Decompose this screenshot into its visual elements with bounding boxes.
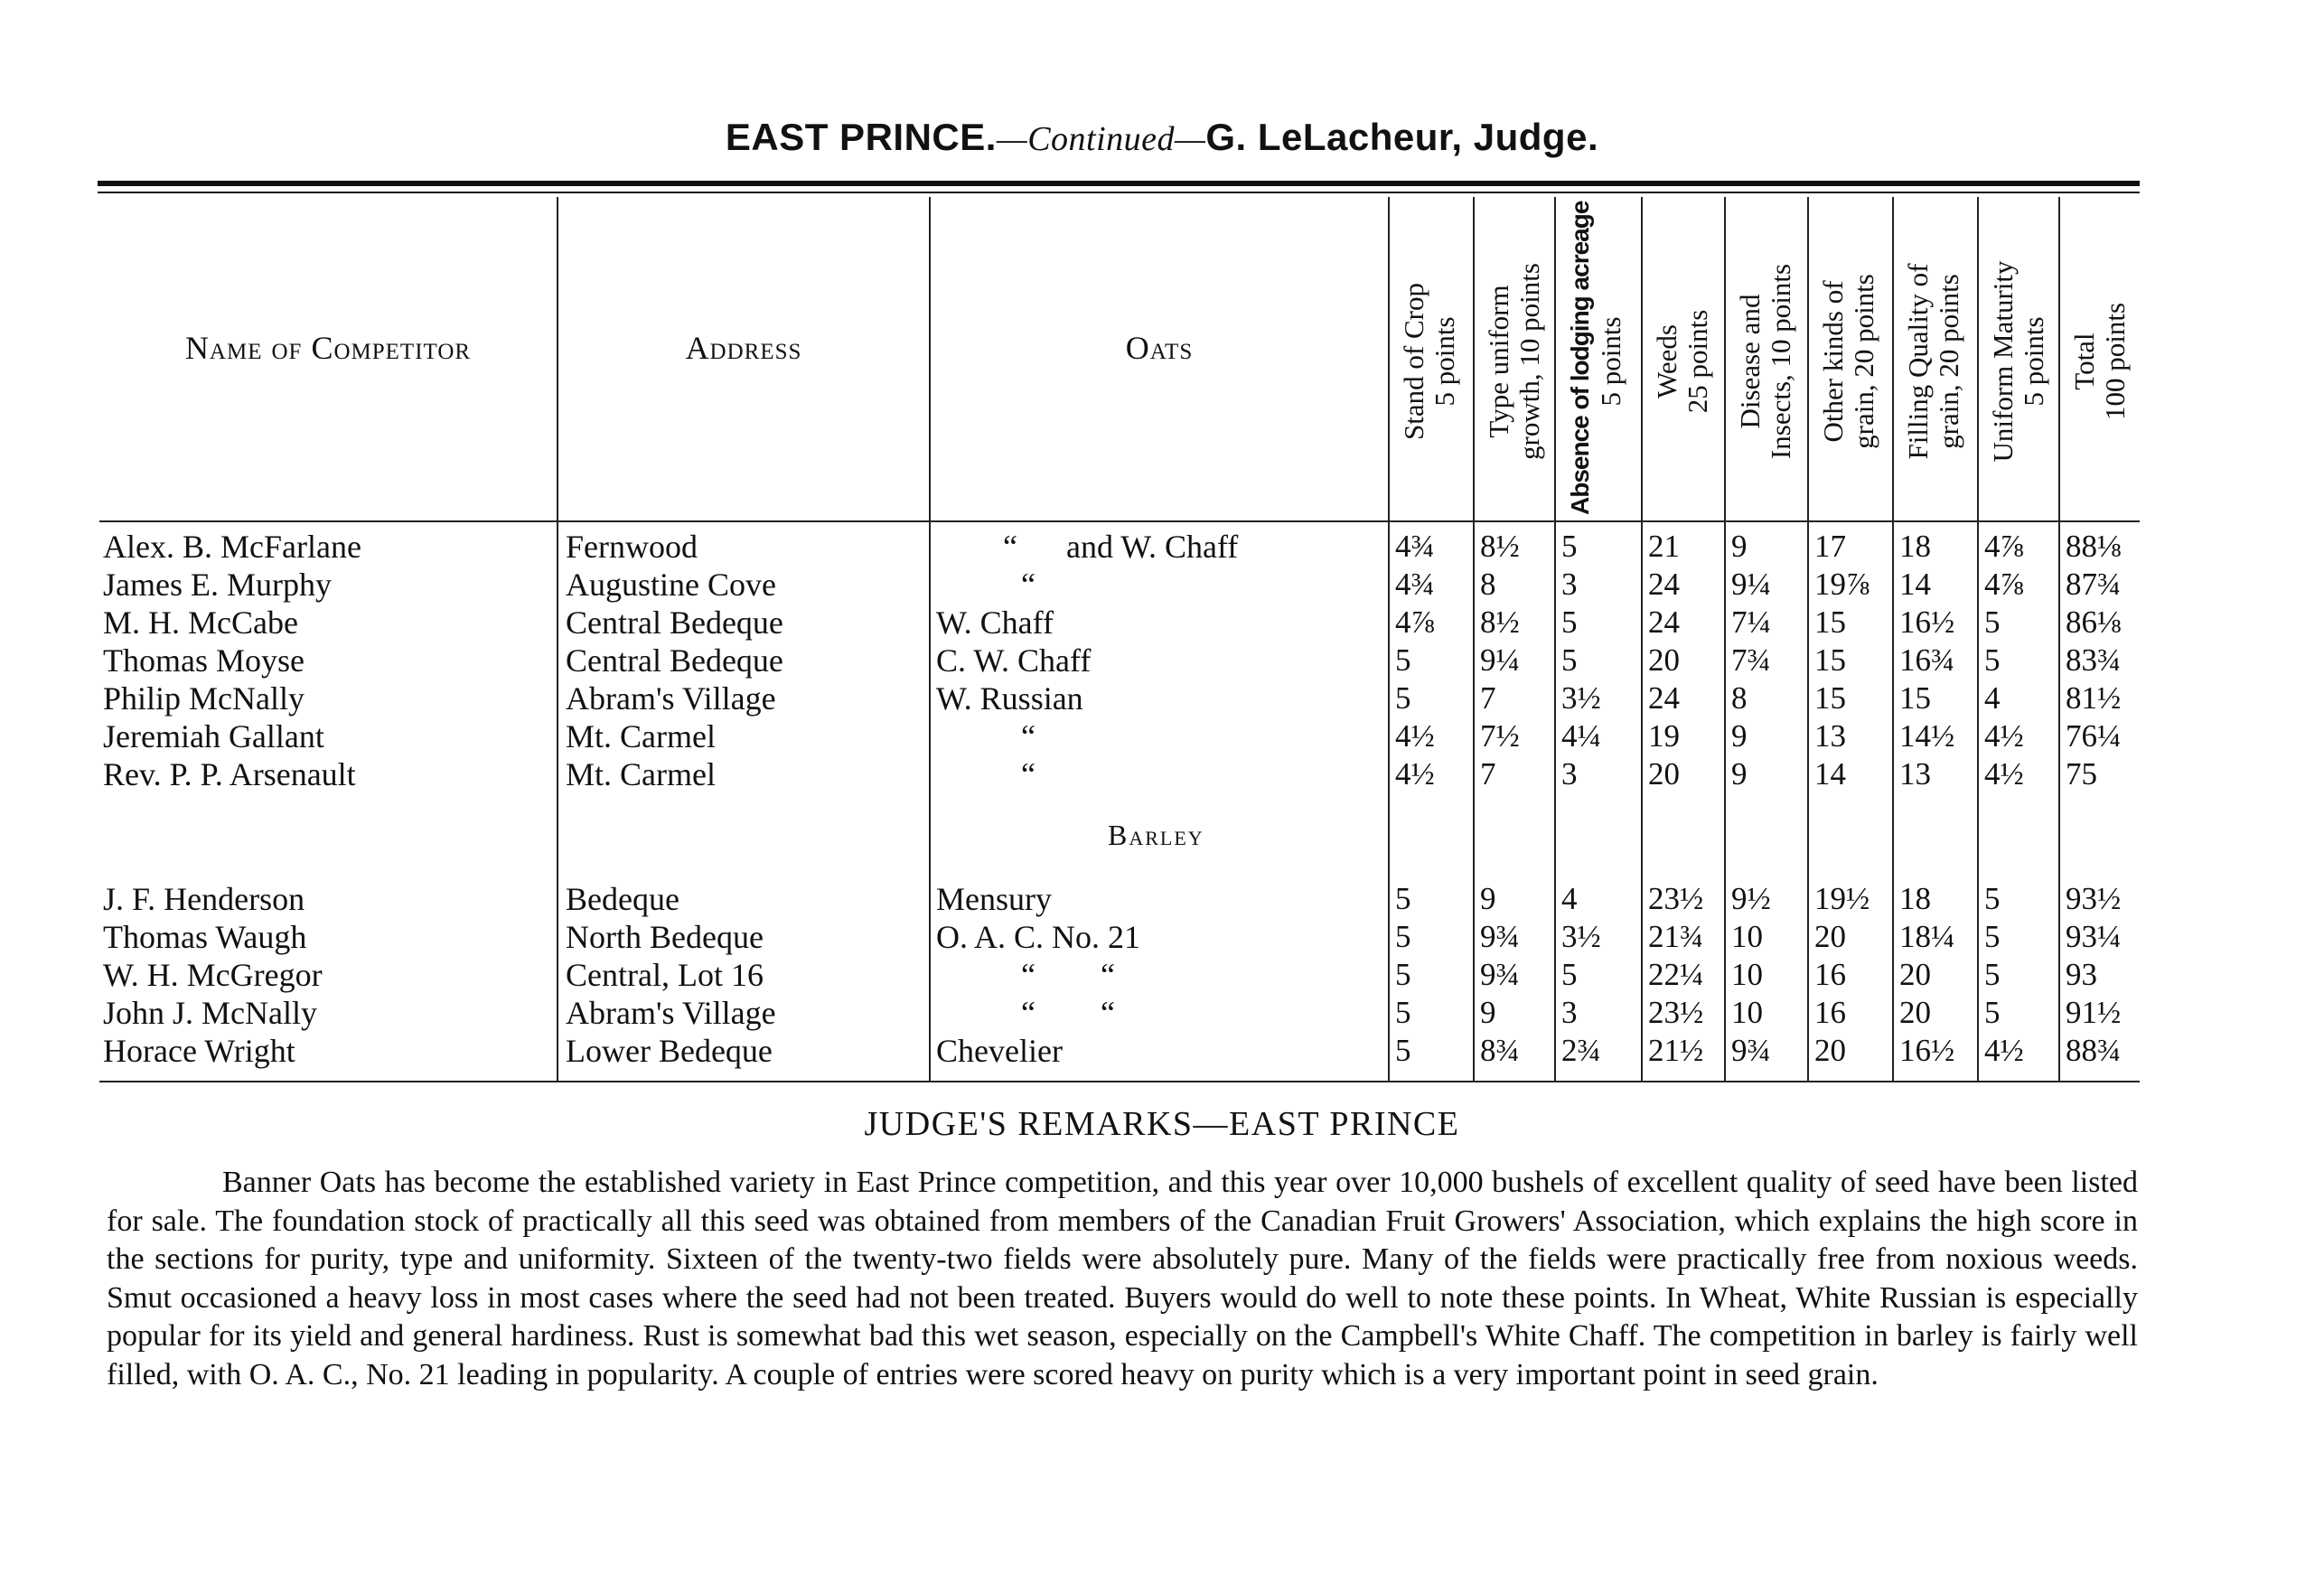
competitor-name: Thomas Moyse	[103, 642, 305, 679]
score-cell: 5	[1395, 995, 1411, 1030]
score-cell: 4¼	[1561, 718, 1601, 754]
column-divider	[1807, 197, 1809, 1082]
score-cell: 5	[1984, 881, 2001, 916]
score-cell: 24	[1648, 567, 1680, 602]
score-cell: 23½	[1648, 995, 1704, 1030]
score-cell: 10	[1731, 995, 1763, 1030]
grain-variety: “ and W. Chaff	[1003, 529, 1239, 565]
score-header	[1484, 208, 1545, 515]
column-divider	[1388, 197, 1390, 1082]
score-cell: 17	[1814, 529, 1846, 564]
competitor-address: Central Bedeque	[566, 604, 783, 641]
column-divider	[1724, 197, 1726, 1082]
competitor-name: M. H. McCabe	[103, 604, 298, 641]
score-cell: 9	[1480, 881, 1496, 916]
competitor-address: Mt. Carmel	[566, 718, 716, 754]
column-divider	[1641, 197, 1643, 1082]
score-cell: 15	[1814, 680, 1846, 716]
score-header-line: Weeds	[1651, 324, 1682, 398]
competitor-address: Bedeque	[566, 881, 679, 917]
header-rule-thin	[98, 192, 2140, 193]
score-cell: 14	[1814, 756, 1846, 792]
competitor-name: Thomas Waugh	[103, 919, 307, 955]
score-cell: 88⅛	[2066, 529, 2122, 564]
score-header	[1565, 201, 1626, 515]
score-cell: 5	[1395, 919, 1411, 954]
score-cell: 18	[1899, 529, 1931, 564]
score-cell: 8½	[1480, 604, 1520, 640]
score-header-line: Absence of lodging acreage	[1566, 201, 1594, 515]
score-cell: 8	[1731, 680, 1748, 716]
score-cell: 22¼	[1648, 957, 1704, 992]
score-cell: 3	[1561, 567, 1578, 602]
competitor-address: Mt. Carmel	[566, 756, 716, 792]
score-cell: 5	[1984, 957, 2001, 992]
score-cell: 9¼	[1731, 567, 1771, 602]
score-cell: 8¾	[1480, 1033, 1520, 1068]
column-divider	[1554, 197, 1556, 1082]
score-cell: 16¾	[1899, 642, 1955, 678]
grain-variety: W. Chaff	[936, 604, 1054, 641]
competitor-address: Augustine Cove	[566, 567, 776, 603]
score-cell: 15	[1814, 604, 1846, 640]
region-heading: EAST PRINCE.	[725, 116, 997, 158]
score-cell: 81½	[2066, 680, 2122, 716]
score-cell: 20	[1648, 756, 1680, 792]
score-cell: 4	[1561, 881, 1578, 916]
score-cell: 9	[1731, 718, 1748, 754]
score-cell: 21½	[1648, 1033, 1704, 1068]
score-cell: 75	[2066, 756, 2097, 792]
score-header-line: grain, 20 points	[1848, 274, 1879, 449]
competitor-address: Central, Lot 16	[566, 957, 764, 993]
score-header-line: Insects, 10 points	[1765, 263, 1796, 460]
competitor-address: Abram's Village	[566, 680, 776, 717]
score-cell: 18¼	[1899, 919, 1955, 954]
score-cell: 87¾	[2066, 567, 2122, 602]
remarks-body	[107, 1164, 2138, 1394]
score-header	[1399, 208, 1460, 515]
score-cell: 91½	[2066, 995, 2122, 1030]
score-cell: 7¼	[1731, 604, 1771, 640]
score-cell: 16	[1814, 995, 1846, 1030]
header-name-of-competitor: Name of Competitor	[184, 330, 472, 366]
competitor-address: Central Bedeque	[566, 642, 783, 679]
header-oats: Oats	[1125, 330, 1194, 366]
score-cell: 9¾	[1480, 957, 1520, 992]
score-cell: 21¾	[1648, 919, 1704, 954]
score-cell: 24	[1648, 604, 1680, 640]
grain-variety: “	[1021, 567, 1035, 603]
score-cell: 5	[1984, 995, 2001, 1030]
score-cell: 20	[1899, 995, 1931, 1030]
score-header-line: grain, 20 points	[1933, 274, 1964, 449]
score-header-line: Other kinds of	[1817, 280, 1849, 443]
score-cell: 3	[1561, 756, 1578, 792]
score-cell: 5	[1984, 604, 2001, 640]
score-cell: 9¼	[1480, 642, 1520, 678]
score-cell: 5	[1395, 642, 1411, 678]
score-cell: 23½	[1648, 881, 1704, 916]
score-cell: 4⅞	[1984, 567, 2024, 602]
score-header-line: 100 points	[2099, 302, 2131, 421]
grain-variety: O. A. C. No. 21	[936, 919, 1141, 955]
score-cell: 5	[1561, 529, 1578, 564]
score-header	[1818, 208, 1879, 515]
score-cell: 86⅛	[2066, 604, 2122, 640]
score-header-line: Stand of Crop	[1398, 283, 1429, 440]
score-cell: 15	[1899, 680, 1931, 716]
score-cell: 4⅞	[1395, 604, 1435, 640]
score-cell: 18	[1899, 881, 1931, 916]
header-address: Address	[685, 330, 802, 366]
score-cell: 5	[1984, 642, 2001, 678]
score-cell: 13	[1814, 718, 1846, 754]
score-cell: 14½	[1899, 718, 1955, 754]
competitor-name: Horace Wright	[103, 1033, 295, 1069]
score-cell: 21	[1648, 529, 1680, 564]
score-cell: 3	[1561, 995, 1578, 1030]
competitor-name: Rev. P. P. Arsenault	[103, 756, 356, 792]
score-cell: 93	[2066, 957, 2097, 992]
score-header-line: 5 points	[1429, 316, 1460, 407]
competitor-name: J. F. Henderson	[103, 881, 305, 917]
score-cell: 4¾	[1395, 529, 1435, 564]
score-header-line: 5 points	[1595, 316, 1626, 407]
score-cell: 5	[1395, 680, 1411, 716]
score-cell: 3½	[1561, 919, 1601, 954]
score-cell: 4	[1984, 680, 2001, 716]
column-divider	[1473, 197, 1475, 1082]
competitor-name: Philip McNally	[103, 680, 305, 717]
grain-variety: “ “	[1021, 957, 1115, 993]
score-header-line: Total	[2068, 333, 2100, 390]
score-cell: 8½	[1480, 529, 1520, 564]
score-cell: 93¼	[2066, 919, 2122, 954]
score-cell: 4¾	[1395, 567, 1435, 602]
column-divider	[1892, 197, 1894, 1082]
competitor-address: Fernwood	[566, 529, 698, 565]
header-bottom-rule	[99, 520, 2140, 522]
score-cell: 9¾	[1731, 1033, 1771, 1068]
score-cell: 4½	[1984, 718, 2024, 754]
score-header	[1988, 208, 2049, 515]
competitor-name: W. H. McGregor	[103, 957, 323, 993]
score-cell: 7¾	[1731, 642, 1771, 678]
score-cell: 16½	[1899, 1033, 1955, 1068]
judge-name: G. LeLacheur, Judge.	[1205, 116, 1599, 158]
score-cell: 88¾	[2066, 1033, 2122, 1068]
score-cell: 2¾	[1561, 1033, 1601, 1068]
score-cell: 5	[1561, 604, 1578, 640]
column-divider	[2058, 197, 2060, 1082]
score-cell: 16½	[1899, 604, 1955, 640]
competitor-name: Jeremiah Gallant	[103, 718, 324, 754]
score-cell: 20	[1648, 642, 1680, 678]
score-cell: 14	[1899, 567, 1931, 602]
score-header-line: Disease and	[1734, 294, 1766, 429]
score-cell: 3½	[1561, 680, 1601, 716]
score-cell: 20	[1899, 957, 1931, 992]
grain-variety: W. Russian	[936, 680, 1083, 717]
score-cell: 19	[1648, 718, 1680, 754]
grain-variety: “	[1021, 718, 1035, 754]
score-cell: 5	[1561, 642, 1578, 678]
grain-variety: “	[1021, 756, 1035, 792]
score-cell: 5	[1561, 957, 1578, 992]
score-cell: 4⅞	[1984, 529, 2024, 564]
score-cell: 7½	[1480, 718, 1520, 754]
competitor-name: James E. Murphy	[103, 567, 332, 603]
score-cell: 9	[1480, 995, 1496, 1030]
competitor-address: Abram's Village	[566, 995, 776, 1031]
score-cell: 4½	[1984, 1033, 2024, 1068]
competitor-name: Alex. B. McFarlane	[103, 529, 361, 565]
table-bottom-rule	[99, 1081, 2140, 1082]
score-cell: 93½	[2066, 881, 2122, 916]
grain-variety: C. W. Chaff	[936, 642, 1092, 679]
score-cell: 20	[1814, 919, 1846, 954]
score-cell: 9	[1731, 529, 1748, 564]
score-cell: 19⅞	[1814, 567, 1870, 602]
score-cell: 15	[1814, 642, 1846, 678]
score-cell: 83¾	[2066, 642, 2122, 678]
competitor-address: Lower Bedeque	[566, 1033, 773, 1069]
column-divider	[1977, 197, 1979, 1082]
score-cell: 20	[1814, 1033, 1846, 1068]
remarks-heading: JUDGE'S REMARKS—EAST PRINCE	[864, 1105, 1460, 1143]
score-header-line: Filling Quality of	[1902, 263, 1934, 460]
score-header	[2069, 208, 2131, 515]
score-cell: 16	[1814, 957, 1846, 992]
grain-variety: Mensury	[936, 881, 1052, 917]
competitor-address: North Bedeque	[566, 919, 764, 955]
page-title	[0, 116, 2324, 159]
score-cell: 8	[1480, 567, 1496, 602]
score-cell: 24	[1648, 680, 1680, 716]
remarks-paragraph: Banner Oats has become the established variety in East Prince competition, and this year over 10,000 bushels of excellent quality of seed have been listed for sale. The foundation stock of practically all this seed was obtained from members of the Canadian Fruit Growers' Association, which explains the high score in the sections for purity, type and uniformity. Sixteen of the twenty-two fields were absolutely pure. Many of the fields were practically free from noxious weeds. Smut occasioned a heavy loss in most cases where the seed had not been treated. Buyers would do well to note these points. In Wheat, White Russian is especially popular for its yield and general hardiness. Rust is somewhat bad this wet season, especially on the Campbell's White Chaff. The competition in barley is fairly well filled, with O. A. C., No. 21 leading in popularity. A couple of entries were scored heavy on purity which is a very important point in seed grain.	[107, 1166, 2138, 1391]
score-header	[1652, 208, 1713, 515]
score-cell: 19½	[1814, 881, 1870, 916]
score-cell: 4½	[1984, 756, 2024, 792]
score-cell: 9	[1731, 756, 1748, 792]
score-cell: 5	[1395, 1033, 1411, 1068]
competitor-name: John J. McNally	[103, 995, 317, 1031]
score-cell: 4½	[1395, 718, 1435, 754]
score-header-line: Type uniform	[1483, 285, 1514, 438]
score-header-line: Uniform Maturity	[1987, 260, 2019, 463]
score-header-line: 5 points	[2018, 316, 2049, 407]
score-cell: 10	[1731, 919, 1763, 954]
score-cell: 13	[1899, 756, 1931, 792]
score-header	[1735, 208, 1796, 515]
score-cell: 7	[1480, 756, 1496, 792]
score-cell: 4½	[1395, 756, 1435, 792]
header-rule-thick	[98, 181, 2140, 186]
score-cell: 5	[1395, 957, 1411, 992]
score-header-line: growth, 10 points	[1513, 263, 1545, 460]
score-cell: 10	[1731, 957, 1763, 992]
grain-variety: “ “	[1021, 995, 1115, 1031]
score-cell: 5	[1395, 881, 1411, 916]
score-header-line: 25 points	[1682, 309, 1713, 414]
score-cell: 5	[1984, 919, 2001, 954]
score-cell: 76¼	[2066, 718, 2122, 754]
score-cell: 9½	[1731, 881, 1771, 916]
score-header	[1903, 208, 1964, 515]
grain-variety: Chevelier	[936, 1033, 1063, 1069]
continued-label: —Continued—	[996, 120, 1206, 158]
score-cell: 7	[1480, 680, 1496, 716]
barley-section-label: Barley	[1108, 819, 1204, 851]
score-cell: 9¾	[1480, 919, 1520, 954]
